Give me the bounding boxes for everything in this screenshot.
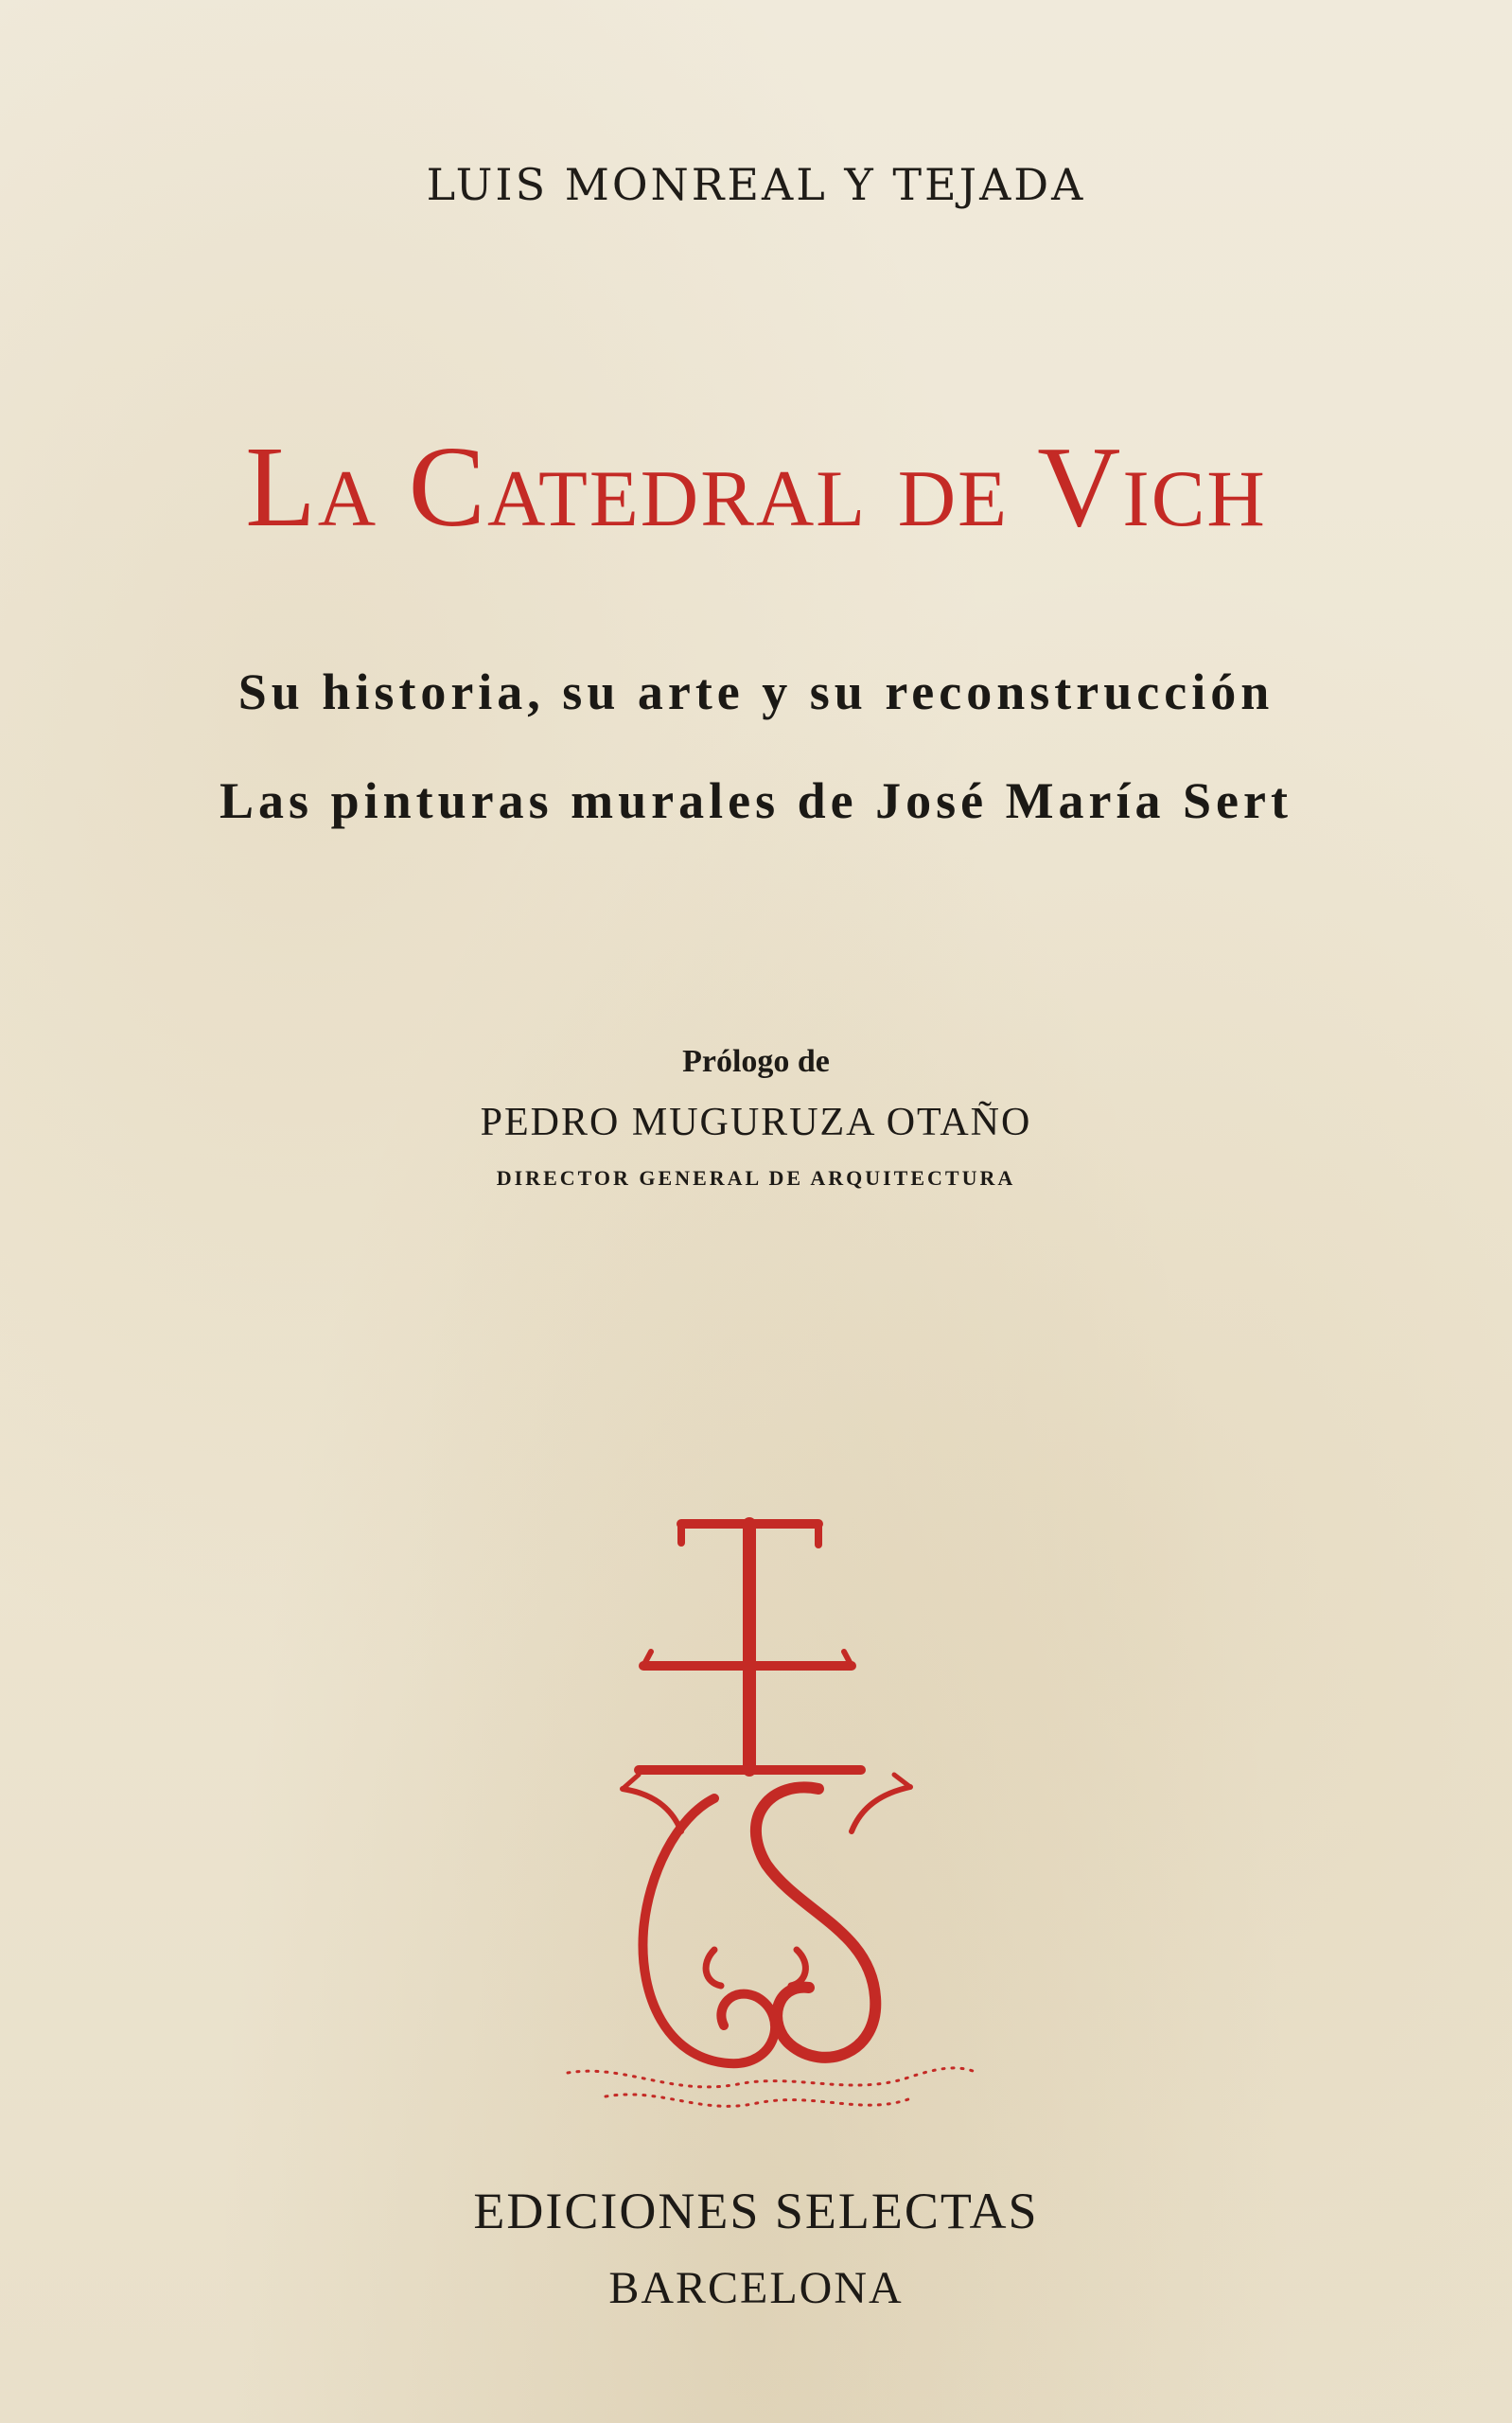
prologue-author-role: DIRECTOR GENERAL DE ARQUITECTURA — [496, 1166, 1016, 1190]
book-title: La Catedral de Vich — [245, 423, 1267, 551]
publisher-name: EDICIONES SELECTAS — [473, 2183, 1039, 2239]
author-name: LUIS MONREAL Y TEJADA — [426, 159, 1086, 210]
subtitle-line-2: Las pinturas murales de José María Sert — [220, 772, 1292, 829]
prologue-label: Prólogo de — [682, 1044, 830, 1079]
publisher-emblem-icon — [549, 1505, 984, 2111]
publisher-city: BARCELONA — [608, 2263, 904, 2313]
subtitle-line-1: Su historia, su arte y su reconstrucción — [237, 663, 1275, 720]
prologue-author: PEDRO MUGURUZA OTAÑO — [480, 1101, 1032, 1144]
